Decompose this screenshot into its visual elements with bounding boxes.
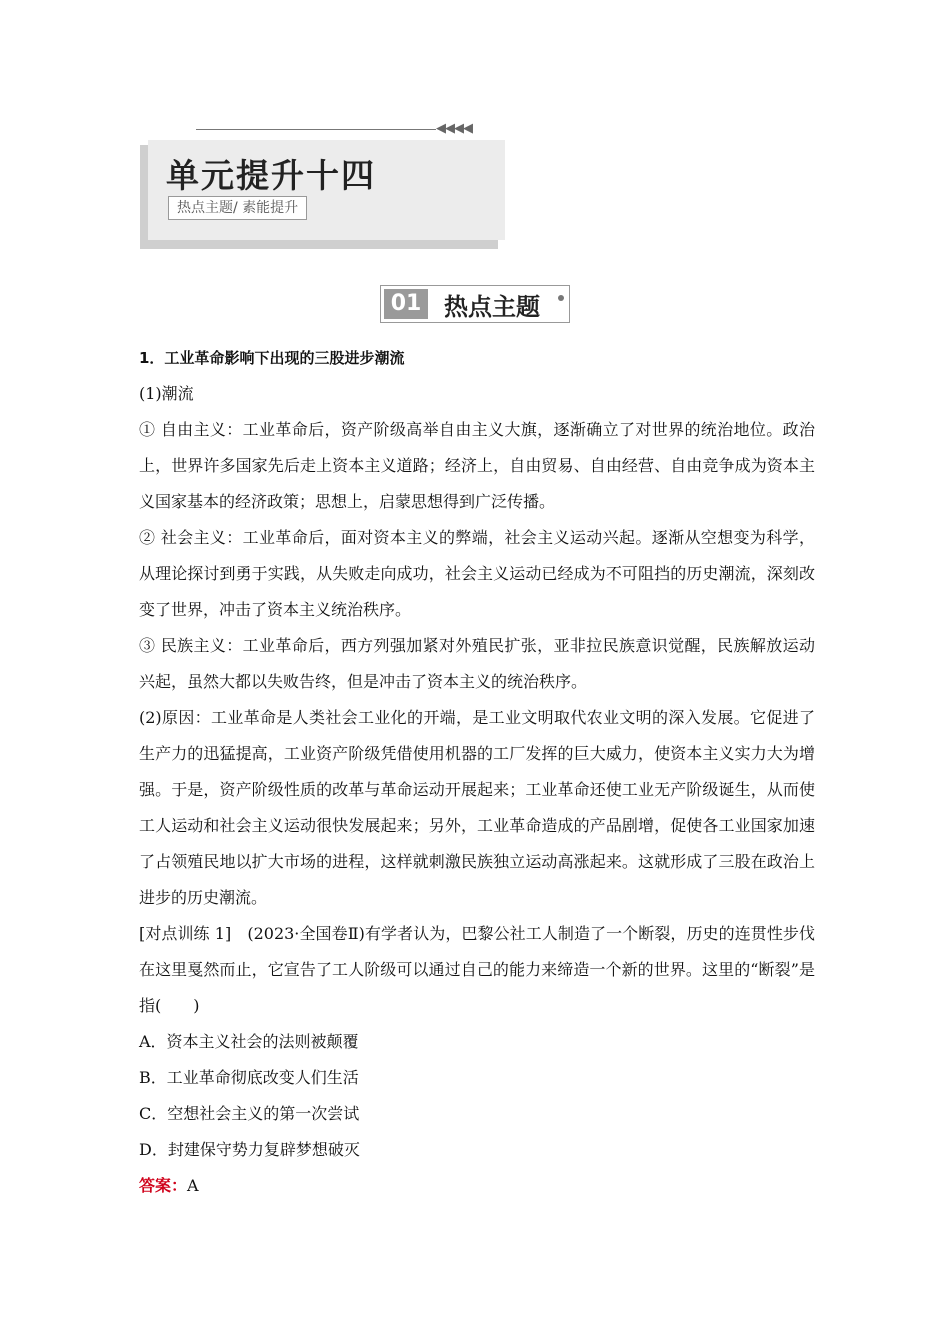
topic-heading: 1．工业革命影响下出现的三股进步潮流 (139, 349, 405, 367)
header-arrows-icon: ◀◀◀◀ (436, 121, 472, 136)
section-title: 热点主题 (444, 293, 540, 321)
option-b: B．工业革命彻底改变人们生活 (139, 1068, 359, 1087)
document-body (139, 340, 815, 1204)
subheading-trends: (1)潮流 (139, 384, 194, 403)
option-a: A．资本主义社会的法则被颠覆 (139, 1032, 359, 1051)
answer-value: A (187, 1176, 199, 1195)
paragraph-liberalism: ① 自由主义：工业革命后，资产阶级高举自由主义大旗，逐渐确立了对世界的统治地位。政治上，世界许多国家先后走上资本主义道路；经济上，自由贸易、自由经营、自由竞争成为资本主义国家基本的经济政策；思想上，启蒙思想得到广泛传播。 (139, 420, 815, 511)
option-d: D．封建保守势力复辟梦想破灭 (139, 1140, 360, 1159)
section-heading (380, 285, 570, 325)
paragraph-reasons: (2)原因：工业革命是人类社会工业化的开端，是工业文明取代农业文明的深入发展。它促进了生产力的迅猛提高，工业资产阶级凭借使用机器的工厂发挥的巨大威力，使资本主义实力大为增强。于是，资产阶级性质的改革与革命运动开展起来；工业革命还使工业无产阶级诞生，从而使工人运动和社会主义运动很快发展起来；另外，工业革命造成的产品剧增，促使各工业国家加速了占领殖民地以扩大市场的进程，这样就刺激民族独立运动高涨起来。这就形成了三股在政治上进步的历史潮流。 (139, 708, 815, 907)
section-number: 01 (384, 289, 428, 319)
unit-title: 单元提升十四 (166, 156, 376, 195)
paragraph-socialism: ② 社会主义：工业革命后，面对资本主义的弊端，社会主义运动兴起。逐渐从空想变为科学，从理论探讨到勇于实践，从失败走向成功，社会主义运动已经成为不可阻挡的历史潮流，深刻改变了世界，冲击了资本主义统治秩序。 (139, 528, 815, 619)
option-c: C．空想社会主义的第一次尝试 (139, 1104, 360, 1123)
paragraph-nationalism: ③ 民族主义：工业革命后，西方列强加紧对外殖民扩张，亚非拉民族意识觉醒，民族解放运动兴起，虽然大都以失败告终，但是冲击了资本主义的统治秩序。 (139, 636, 815, 691)
exercise-question: [对点训练 1] (2023·全国卷Ⅱ)有学者认为，巴黎公社工人制造了一个断裂，历史的连贯性步伐在这里戛然而止，它宣告了工人阶级可以通过自己的能力来缔造一个新的世界。这里的“断裂”是指( ) (139, 924, 815, 1015)
answer-line (139, 1168, 815, 1204)
answer-label: 答案： (139, 1176, 188, 1195)
header-rule (196, 129, 436, 130)
unit-subtitle: 热点主题/ 素能提升 (168, 196, 307, 220)
section-dot-icon (558, 295, 564, 301)
